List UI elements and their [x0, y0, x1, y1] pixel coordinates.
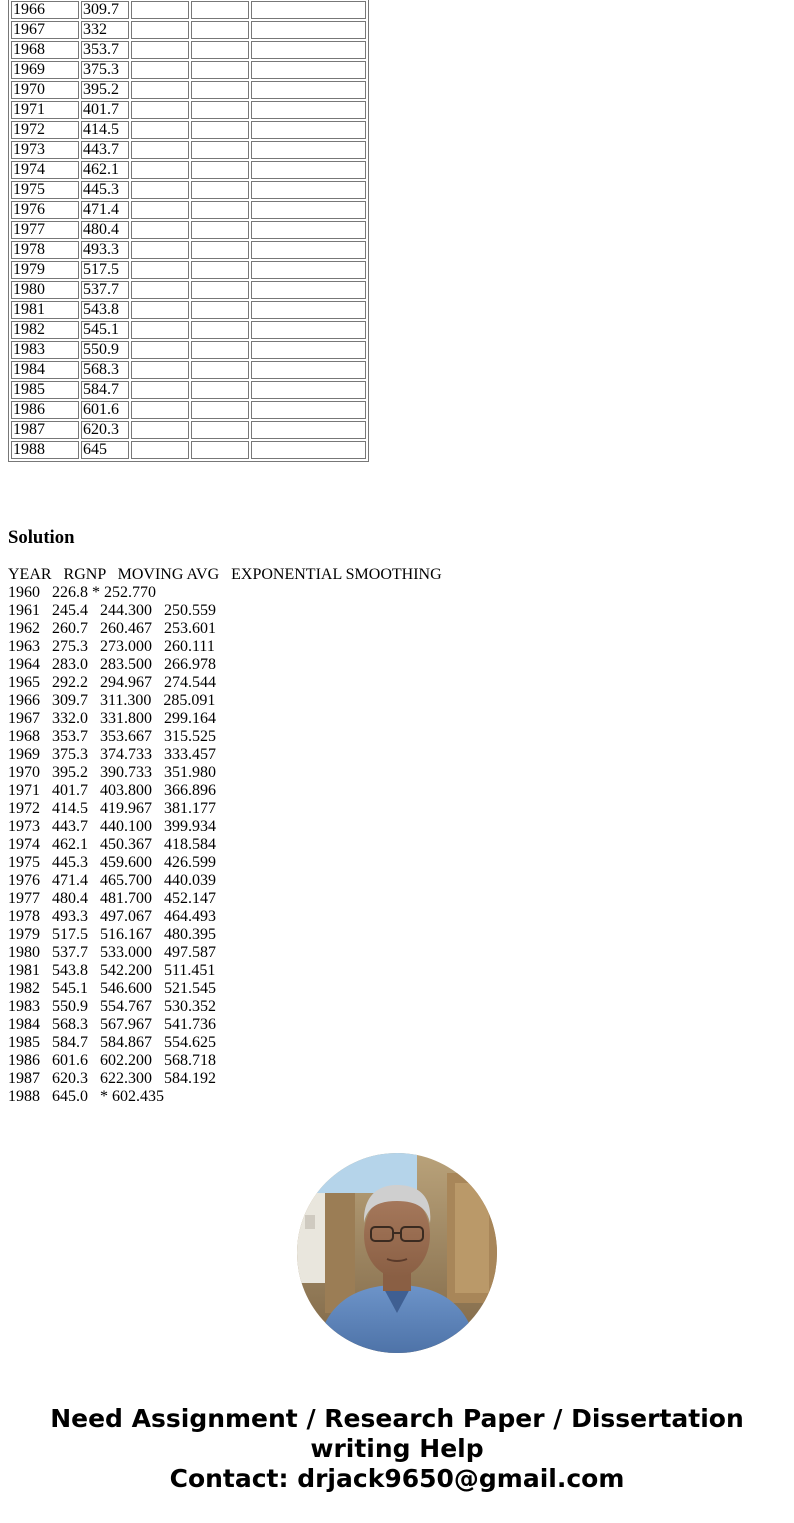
- empty-cell: [131, 221, 189, 239]
- footer-contact-email: Contact: drjack9650@gmail.com: [169, 1464, 625, 1493]
- empty-cell: [251, 301, 366, 319]
- rgnp-cell: 443.7: [81, 141, 129, 159]
- year-cell: 1988: [11, 441, 79, 459]
- year-cell: 1983: [11, 341, 79, 359]
- year-cell: 1972: [11, 121, 79, 139]
- rgnp-cell: 353.7: [81, 41, 129, 59]
- year-cell: 1981: [11, 301, 79, 319]
- empty-cell: [251, 21, 366, 39]
- table-row: [11, 101, 366, 119]
- solution-results-text: YEAR RGNP MOVING AVG EXPONENTIAL SMOOTHING 1960 226.8 * 252.770 1961 245.4 244.300 250.559 1962 260.7 260.467 253.601 1963 275.3 273.000 260.111 1964 283.0 283.500 266.978 1965 292.2 294.967 274.544 1966 309.7 311.300 285.091 1967 332.0 331.800 299.164 1968 353.7 353.667 315.525 1969 375.3 374.733 333.457 1970 395.2 390.733 351.980 1971 401.7 403.800 366.896 1972 414.5 419.967 381.177 1973 443.7 440.100 399.934 1974 462.1 450.367 418.584 1975 445.3 459.600 426.599 1976 471.4 465.700 440.039 1977 480.4 481.700 452.147 1978 493.3 497.067 464.493 1979 517.5 516.167 480.395 1980 537.7 533.000 497.587 1981 543.8 542.200 511.451 1982 545.1 546.600 521.545 1983 550.9 554.767 530.352 1984 568.3 567.967 541.736 1985 584.7 584.867 554.625 1986 601.6 602.200 568.718 1987 620.3 622.300 584.192 1988 645.0 * 602.435: [8, 566, 442, 1105]
- empty-cell: [131, 241, 189, 259]
- year-cell: 1984: [11, 361, 79, 379]
- table-row: [11, 321, 366, 339]
- year-cell: 1979: [11, 261, 79, 279]
- empty-cell: [251, 221, 366, 239]
- empty-cell: [131, 341, 189, 359]
- empty-cell: [251, 281, 366, 299]
- empty-cell: [191, 441, 249, 459]
- empty-cell: [191, 81, 249, 99]
- empty-cell: [131, 401, 189, 419]
- empty-cell: [191, 101, 249, 119]
- data-table: [8, 0, 369, 462]
- table-row: [11, 421, 366, 439]
- rgnp-cell: 545.1: [81, 321, 129, 339]
- rgnp-cell: 395.2: [81, 81, 129, 99]
- empty-cell: [251, 101, 366, 119]
- rgnp-cell: 645: [81, 441, 129, 459]
- empty-cell: [251, 41, 366, 59]
- table-row: [11, 381, 366, 399]
- empty-cell: [131, 201, 189, 219]
- empty-cell: [191, 61, 249, 79]
- year-cell: 1974: [11, 161, 79, 179]
- empty-cell: [131, 121, 189, 139]
- empty-cell: [251, 81, 366, 99]
- empty-cell: [251, 121, 366, 139]
- empty-cell: [131, 101, 189, 119]
- empty-cell: [131, 381, 189, 399]
- empty-cell: [251, 421, 366, 439]
- empty-cell: [251, 381, 366, 399]
- year-cell: 1970: [11, 81, 79, 99]
- empty-cell: [251, 241, 366, 259]
- empty-cell: [191, 21, 249, 39]
- empty-cell: [251, 161, 366, 179]
- empty-cell: [191, 301, 249, 319]
- year-cell: 1982: [11, 321, 79, 339]
- rgnp-cell: 414.5: [81, 121, 129, 139]
- year-cell: 1973: [11, 141, 79, 159]
- empty-cell: [251, 361, 366, 379]
- rgnp-cell: 471.4: [81, 201, 129, 219]
- table-row: [11, 121, 366, 139]
- rgnp-cell: 445.3: [81, 181, 129, 199]
- empty-cell: [191, 181, 249, 199]
- table-row: [11, 401, 366, 419]
- rgnp-cell: 601.6: [81, 401, 129, 419]
- rgnp-cell: 568.3: [81, 361, 129, 379]
- table-row: [11, 281, 366, 299]
- empty-cell: [131, 141, 189, 159]
- table-row: [11, 241, 366, 259]
- year-cell: 1967: [11, 21, 79, 39]
- table-row: [11, 301, 366, 319]
- table-row: [11, 221, 366, 239]
- rgnp-cell: 493.3: [81, 241, 129, 259]
- rgnp-cell: 309.7: [81, 1, 129, 19]
- rgnp-cell: 480.4: [81, 221, 129, 239]
- rgnp-cell: 462.1: [81, 161, 129, 179]
- table-row: [11, 341, 366, 359]
- empty-cell: [191, 241, 249, 259]
- footer-contact-banner: [0, 1404, 794, 1494]
- empty-cell: [191, 341, 249, 359]
- empty-cell: [131, 81, 189, 99]
- empty-cell: [191, 41, 249, 59]
- empty-cell: [251, 341, 366, 359]
- empty-cell: [191, 281, 249, 299]
- table-row: [11, 1, 366, 19]
- empty-cell: [131, 181, 189, 199]
- empty-cell: [251, 261, 366, 279]
- empty-cell: [191, 421, 249, 439]
- empty-cell: [191, 1, 249, 19]
- year-cell: 1986: [11, 401, 79, 419]
- table-row: [11, 81, 366, 99]
- year-cell: 1987: [11, 421, 79, 439]
- empty-cell: [191, 361, 249, 379]
- table-row: [11, 161, 366, 179]
- empty-cell: [191, 201, 249, 219]
- empty-cell: [131, 261, 189, 279]
- empty-cell: [131, 281, 189, 299]
- empty-cell: [191, 261, 249, 279]
- empty-cell: [131, 441, 189, 459]
- table-body: [11, 1, 366, 459]
- empty-cell: [191, 161, 249, 179]
- year-cell: 1966: [11, 1, 79, 19]
- empty-cell: [131, 421, 189, 439]
- rgnp-cell: 543.8: [81, 301, 129, 319]
- rgnp-cell: 517.5: [81, 261, 129, 279]
- rgnp-cell: 537.7: [81, 281, 129, 299]
- empty-cell: [251, 181, 366, 199]
- year-cell: 1969: [11, 61, 79, 79]
- empty-cell: [251, 321, 366, 339]
- year-cell: 1971: [11, 101, 79, 119]
- empty-cell: [131, 361, 189, 379]
- year-cell: 1975: [11, 181, 79, 199]
- rgnp-cell: 375.3: [81, 61, 129, 79]
- empty-cell: [191, 321, 249, 339]
- empty-cell: [131, 21, 189, 39]
- empty-cell: [131, 41, 189, 59]
- table-row: [11, 261, 366, 279]
- author-portrait-image: [297, 1153, 497, 1353]
- empty-cell: [131, 321, 189, 339]
- year-cell: 1976: [11, 201, 79, 219]
- rgnp-cell: 620.3: [81, 421, 129, 439]
- empty-cell: [251, 201, 366, 219]
- empty-cell: [131, 61, 189, 79]
- year-cell: 1978: [11, 241, 79, 259]
- table-row: [11, 441, 366, 459]
- rgnp-cell: 550.9: [81, 341, 129, 359]
- empty-cell: [191, 141, 249, 159]
- empty-cell: [191, 121, 249, 139]
- table-row: [11, 21, 366, 39]
- year-cell: 1977: [11, 221, 79, 239]
- empty-cell: [251, 61, 366, 79]
- empty-cell: [251, 1, 366, 19]
- table-row: [11, 201, 366, 219]
- year-cell: 1980: [11, 281, 79, 299]
- table-row: [11, 361, 366, 379]
- empty-cell: [131, 301, 189, 319]
- empty-cell: [191, 221, 249, 239]
- year-cell: 1968: [11, 41, 79, 59]
- footer-line-1: Need Assignment / Research Paper / Dissertation: [50, 1404, 744, 1433]
- empty-cell: [251, 401, 366, 419]
- table-row: [11, 41, 366, 59]
- rgnp-cell: 584.7: [81, 381, 129, 399]
- empty-cell: [251, 441, 366, 459]
- empty-cell: [191, 401, 249, 419]
- table-row: [11, 61, 366, 79]
- rgnp-cell: 401.7: [81, 101, 129, 119]
- solution-heading: Solution: [8, 527, 75, 548]
- table-row: [11, 181, 366, 199]
- rgnp-cell: 332: [81, 21, 129, 39]
- table-row: [11, 141, 366, 159]
- empty-cell: [251, 141, 366, 159]
- year-cell: 1985: [11, 381, 79, 399]
- empty-cell: [131, 161, 189, 179]
- author-avatar: [297, 1153, 497, 1353]
- footer-line-2: writing Help: [310, 1434, 484, 1463]
- empty-cell: [131, 1, 189, 19]
- empty-cell: [191, 381, 249, 399]
